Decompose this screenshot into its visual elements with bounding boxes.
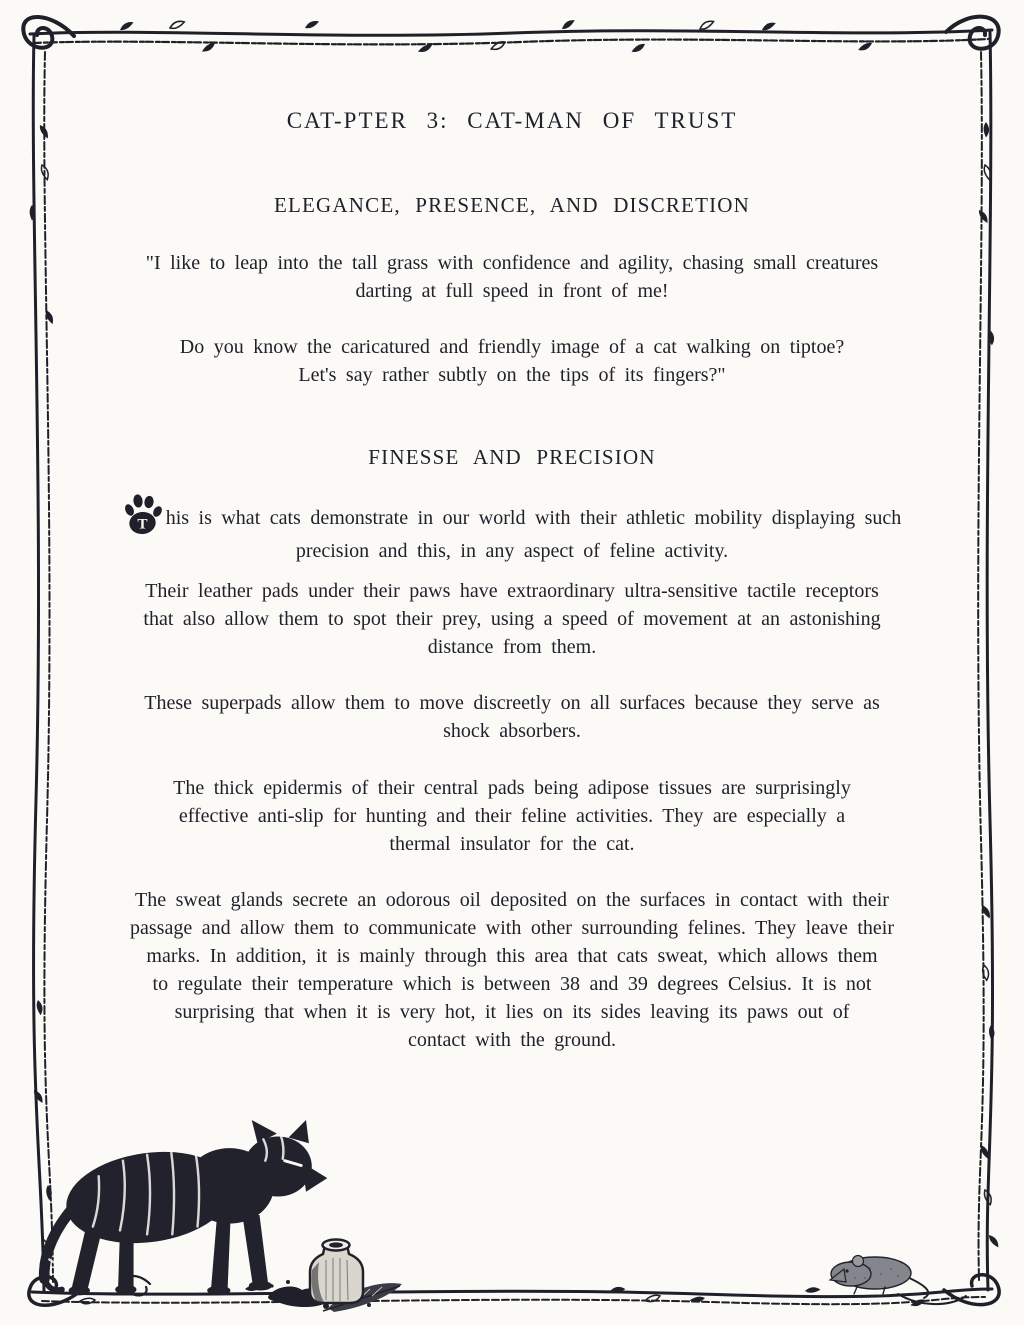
ink-spill: [268, 1280, 371, 1309]
paragraph-line: The sweat glands secrete an odorous oil deposited on the surfaces in contact with their: [135, 889, 889, 911]
paragraph-line: Their leather pads under their paws have extraordinary ultra-sensitive tactile receptors: [145, 580, 879, 602]
quill-icon: [323, 1283, 402, 1312]
paragraph-epidermis: [72, 774, 952, 858]
paragraph-leather-pads: [72, 577, 952, 661]
paragraph-line: to regulate their temperature which is between 38 and 39 degrees Celsius. It is not: [152, 973, 872, 995]
section-heading-elegance: ELEGANCE, PRESENCE, AND DISCRETION: [273, 193, 751, 217]
paragraph-superpads: [72, 689, 952, 745]
paragraph-line: darting at full speed in front of me!: [355, 280, 669, 302]
mouse-ear: [853, 1256, 864, 1267]
paw-print-dropcap-icon: [123, 493, 163, 537]
paragraph-line: passage and allow them to communicate with other surrounding felines. They leave their: [130, 917, 894, 939]
paragraph-sweat-glands: [72, 886, 952, 1054]
quote-paragraph-1: [72, 249, 952, 305]
paragraph-line: The thick epidermis of their central pads being adipose tissues are surprisingly: [173, 777, 851, 799]
paragraph-line: precision and this, in any aspect of feline activity.: [295, 540, 729, 562]
paragraph-line: contact with the ground.: [408, 1029, 616, 1051]
paragraph-line: surprising that when it is very hot, it lies on its sides leaving its paws out of: [174, 1001, 850, 1023]
ink-bottle: [310, 1240, 363, 1304]
paragraph-line-text: his is what cats demonstrate in our world with their athletic mobility displaying such: [165, 507, 902, 529]
chapter-title: CAT-PTER 3: CAT-MAN OF TRUST: [286, 108, 738, 133]
paragraph-line: "I like to leap into the tall grass with confidence and agility, chasing small creatures: [145, 252, 879, 274]
paragraph-line: shock absorbers.: [443, 720, 581, 742]
mouse-eye: [845, 1269, 848, 1272]
ink-bottle-illustration: [268, 1232, 452, 1320]
paragraph-line: [72, 493, 952, 537]
dropcap-letter: T: [137, 516, 148, 533]
cat-eye: [285, 1161, 301, 1166]
paragraph-line: Let's say rather subtly on the tips of its fingers?": [298, 364, 726, 386]
mouse-tail: [905, 1276, 928, 1298]
mouse-illustration: [795, 1248, 945, 1304]
paragraph-line: thermal insulator for the cat.: [389, 833, 635, 855]
paragraph-line: Do you know the caricatured and friendly image of a cat walking on tiptoe?: [179, 336, 845, 358]
paragraph-line: that also allow them to spot their prey, using a speed of movement at an astonishing: [143, 608, 881, 630]
paragraph-line: marks. In addition, it is mainly through this area that cats sweat, which allows them: [146, 945, 878, 967]
section-heading-finesse: FINESSE AND PRECISION: [368, 445, 656, 469]
paragraph-line: These superpads allow them to move discreetly on all surfaces because they serve as: [144, 692, 880, 714]
paragraph-line: effective anti-slip for hunting and their feline activities. They are especially a: [178, 805, 846, 827]
paragraph-line: distance from them.: [427, 636, 597, 658]
quote-paragraph-2: [72, 333, 952, 389]
paragraph-finesse-intro: [72, 493, 952, 565]
cat-illustration: [26, 1120, 338, 1306]
